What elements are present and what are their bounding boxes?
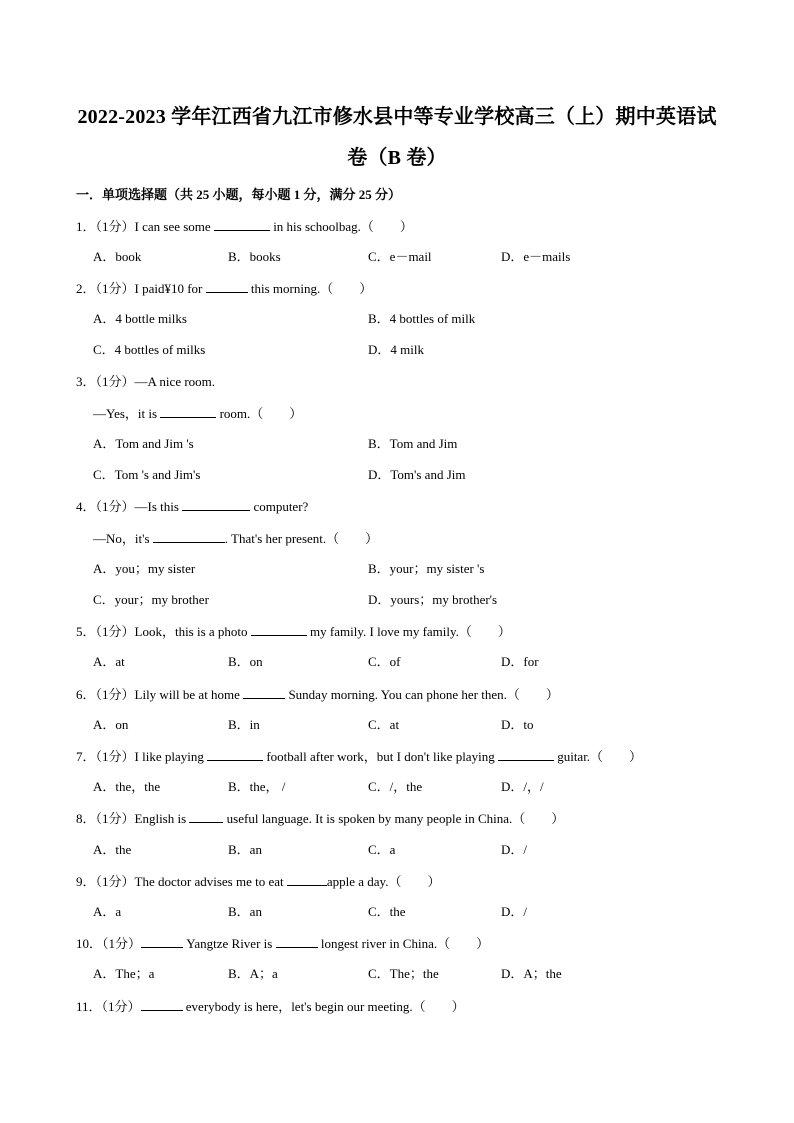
option-b: B．A；a xyxy=(228,966,278,981)
question-10: 10．（1分） Yangtze River is longest river in China.（ ） xyxy=(76,936,490,951)
question-9: 9．（1分）The doctor advises me to eat apple a day.（ ） xyxy=(76,874,441,889)
question-3: 3．（1分）—A nice room. xyxy=(76,374,216,389)
option-a: A．Tom and Jim 's xyxy=(93,436,194,451)
answer-blank xyxy=(251,623,307,636)
answer-blank xyxy=(182,498,250,511)
option-d: D．for xyxy=(501,654,539,669)
answer-blank xyxy=(141,935,183,948)
option-d: D．/ xyxy=(501,842,528,857)
answer-blank xyxy=(287,873,327,886)
answer-blank xyxy=(153,530,225,543)
answer-blank xyxy=(189,810,223,823)
option-c: C．4 bottles of milks xyxy=(93,342,206,357)
option-a: A．on xyxy=(93,717,129,732)
answer-blank xyxy=(214,218,270,231)
option-b: B．in xyxy=(228,717,260,732)
option-b: B．your；my sister 's xyxy=(368,561,485,576)
question-11: 11．（1分） everybody is here，let's begin our meeting.（ ） xyxy=(76,999,465,1014)
option-a: A．at xyxy=(93,654,125,669)
option-b: B．an xyxy=(228,904,262,919)
option-b: B．the， / xyxy=(228,779,286,794)
option-d: D．/，/ xyxy=(501,779,544,794)
option-c: C．at xyxy=(368,717,400,732)
option-c: C．of xyxy=(368,654,401,669)
option-c: C．Tom 's and Jim's xyxy=(93,467,201,482)
section-heading: 一．单项选择题（共 25 小题，每小题 1 分，满分 25 分） xyxy=(76,187,402,202)
option-d: D．A；the xyxy=(501,966,562,981)
option-d: D．e－mails xyxy=(501,249,571,264)
option-d: D．4 milk xyxy=(368,342,424,357)
option-d: D．Tom's and Jim xyxy=(368,467,466,482)
question-4: 4．（1分）—Is this computer? xyxy=(76,499,309,514)
option-c: C．the xyxy=(368,904,406,919)
answer-blank xyxy=(498,748,554,761)
answer-blank xyxy=(207,748,263,761)
question-5: 5．（1分）Look，this is a photo my family. I love my family.（ ） xyxy=(76,624,511,639)
option-b: B．4 bottles of milk xyxy=(368,311,476,326)
option-c: C．your；my brother xyxy=(93,592,209,607)
option-a: A．you；my sister xyxy=(93,561,196,576)
question-4-line-2: —No，it's . That's her present.（ ） xyxy=(93,531,379,546)
answer-blank xyxy=(206,280,248,293)
option-d: D．yours；my brother's xyxy=(368,592,498,607)
option-b: B．on xyxy=(228,654,263,669)
option-d: D．to xyxy=(501,717,534,732)
option-c: C．e－mail xyxy=(368,249,432,264)
option-b: B．an xyxy=(228,842,262,857)
option-b: B．Tom and Jim xyxy=(368,436,458,451)
question-8: 8．（1分）English is useful language. It is spoken by many people in China.（ ） xyxy=(76,811,565,826)
answer-blank xyxy=(243,686,285,699)
question-2: 2．（1分）I paid¥10 for this morning.（ ） xyxy=(76,281,373,296)
answer-blank xyxy=(276,935,318,948)
answer-blank xyxy=(141,998,183,1011)
option-a: A．The；a xyxy=(93,966,155,981)
exam-title-line-2: 卷（B 卷） xyxy=(347,147,447,169)
question-7: 7．（1分）I like playing football after work，but I don't like playing guitar.（ ） xyxy=(76,749,643,764)
option-b: B．books xyxy=(228,249,281,264)
option-c: C．The；the xyxy=(368,966,439,981)
option-c: C．a xyxy=(368,842,396,857)
option-a: A．the，the xyxy=(93,779,161,794)
option-d: D．/ xyxy=(501,904,528,919)
answer-blank xyxy=(160,405,216,418)
option-a: A．book xyxy=(93,249,142,264)
question-3-line-2: —Yes，it is room.（ ） xyxy=(93,406,303,421)
option-c: C．/，the xyxy=(368,779,423,794)
question-6: 6．（1分）Lily will be at home Sunday morning. You can phone her then.（ ） xyxy=(76,687,559,702)
question-1: 1．（1分）I can see some in his schoolbag.（ ） xyxy=(76,219,413,234)
option-a: A．4 bottle milks xyxy=(93,311,187,326)
option-a: A．the xyxy=(93,842,132,857)
exam-title-line-1: 2022-2023 学年江西省九江市修水县中等专业学校高三（上）期中英语试 xyxy=(77,106,717,128)
option-a: A．a xyxy=(93,904,122,919)
